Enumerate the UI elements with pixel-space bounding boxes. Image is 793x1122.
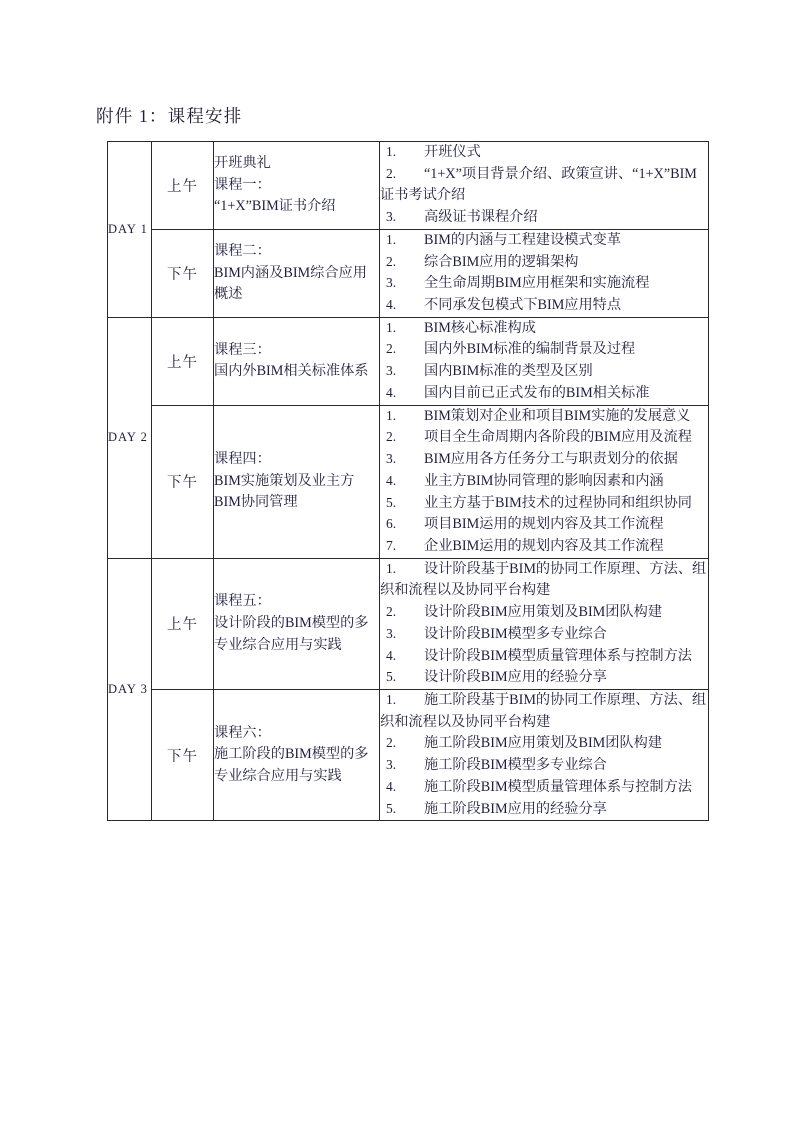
course-title-line: 课程三：	[214, 341, 271, 358]
list-item	[380, 624, 708, 646]
day-label: DAY 1	[108, 221, 148, 236]
list-item	[380, 339, 708, 361]
day-label-cell	[108, 142, 152, 318]
list-item-text: 设计阶段BIM应用策划及BIM团队构建	[424, 604, 663, 621]
list-item-text: 国内外BIM标准的编制背景及过程	[424, 341, 636, 358]
list-item	[380, 777, 708, 799]
course-title-line: 课程二：	[214, 242, 271, 259]
course-title-line: 课程一：	[214, 176, 271, 193]
day-label: DAY 2	[108, 430, 148, 445]
list-item	[380, 142, 708, 164]
course-title-line: 课程六：	[214, 724, 271, 741]
list-item-text: 施工阶段基于BIM的协同工作原理、方法、组织和流程以及协同平台构建	[380, 691, 707, 730]
course-contents-list	[380, 230, 708, 317]
table-row	[108, 558, 709, 689]
course-title-cell	[214, 558, 380, 689]
list-item	[380, 252, 708, 274]
list-item-text: BIM的内涵与工程建设模式变革	[424, 231, 622, 248]
list-item-text: 业主方BIM协同管理的影响因素和内涵	[424, 472, 664, 489]
list-item	[380, 602, 708, 624]
list-item	[380, 207, 708, 229]
list-item-text: 项目全生命周期内各阶段的BIM应用及流程	[424, 429, 692, 446]
course-title-line: “1+X”BIM证书介绍	[214, 198, 336, 215]
list-item-text: 设计阶段基于BIM的协同工作原理、方法、组织和流程以及协同平台构建	[380, 560, 707, 599]
day-label-cell	[108, 317, 152, 558]
half-day-cell	[152, 229, 214, 317]
half-day-label: 上午	[167, 354, 198, 371]
course-title-line: BIM内涵及BIM综合应用概述	[214, 264, 367, 303]
half-day-cell	[152, 689, 214, 820]
list-item	[380, 733, 708, 755]
list-item	[380, 230, 708, 252]
course-title-line: 施工阶段的BIM模型的多专业综合应用与实践	[214, 746, 369, 784]
course-contents-cell	[380, 229, 709, 317]
half-day-cell	[152, 558, 214, 689]
list-item-text: 施工阶段BIM模型多专业综合	[424, 757, 607, 774]
table-row	[108, 229, 709, 317]
list-item	[380, 273, 708, 295]
list-item	[380, 690, 708, 733]
half-day-cell	[152, 142, 214, 230]
day-label-cell	[108, 558, 152, 821]
list-item-text: 国内目前已正式发布的BIM相关标准	[424, 384, 650, 401]
course-schedule-table	[107, 141, 709, 821]
list-item-text: 设计阶段BIM应用的经验分享	[424, 669, 607, 686]
list-item	[380, 427, 708, 449]
table-row	[108, 142, 709, 230]
course-title-line: BIM实施策划及业主方BIM协同管理	[214, 472, 355, 511]
list-item	[380, 799, 708, 821]
half-day-cell	[152, 317, 214, 405]
list-item	[380, 559, 708, 602]
list-item-text: 综合BIM应用的逻辑架构	[424, 253, 579, 270]
list-item-text: 开班仪式	[424, 144, 481, 160]
day-label: DAY 3	[108, 681, 148, 696]
course-contents-list	[380, 690, 708, 820]
course-title-cell	[214, 229, 380, 317]
page-title: 附件 1：课程安排	[96, 106, 243, 126]
half-day-label: 上午	[167, 178, 198, 195]
list-item-text: 不同承发包模式下BIM应用特点	[424, 297, 622, 314]
course-title-line: 课程五：	[214, 593, 271, 610]
list-item	[380, 646, 708, 668]
course-contents-cell	[380, 405, 709, 558]
half-day-label: 下午	[167, 748, 198, 765]
list-item-text: 高级证书课程介绍	[424, 209, 538, 226]
list-item	[380, 383, 708, 405]
list-item	[380, 536, 708, 558]
list-item-text: 国内BIM标准的类型及区别	[424, 363, 593, 380]
list-item-text: 设计阶段BIM模型质量管理体系与控制方法	[424, 647, 692, 664]
list-item	[380, 471, 708, 493]
course-title-line: 设计阶段的BIM模型的多专业综合应用与实践	[214, 615, 369, 653]
list-item-text: 项目BIM运用的规划内容及其工作流程	[424, 516, 664, 533]
list-item	[380, 361, 708, 383]
half-day-cell	[152, 405, 214, 558]
course-title-cell	[214, 317, 380, 405]
course-contents-list	[380, 406, 708, 558]
list-item	[380, 449, 708, 471]
half-day-label: 下午	[167, 266, 198, 283]
list-item	[380, 406, 708, 428]
list-item-text: 全生命周期BIM应用框架和实施流程	[424, 275, 650, 292]
course-title-line: 开班典礼	[214, 155, 271, 172]
half-day-label: 下午	[167, 475, 198, 492]
course-title-line: 课程四：	[214, 451, 271, 468]
list-item-text: 施工阶段BIM模型质量管理体系与控制方法	[424, 778, 692, 795]
list-item-text: 企业BIM运用的规划内容及其工作流程	[424, 537, 664, 554]
course-contents-list	[380, 559, 708, 689]
list-item-text: BIM应用各方任务分工与职责划分的依据	[424, 451, 678, 468]
list-item	[380, 514, 708, 536]
course-contents-cell	[380, 317, 709, 405]
list-item	[380, 318, 708, 340]
list-item-text: 业主方基于BIM技术的过程协同和组织协同	[424, 494, 692, 511]
table-row	[108, 317, 709, 405]
course-title-cell	[214, 689, 380, 820]
list-item	[380, 755, 708, 777]
course-title-cell	[214, 142, 380, 230]
course-contents-list	[380, 318, 708, 405]
course-title-line: 国内外BIM相关标准体系	[214, 363, 369, 380]
table-row	[108, 689, 709, 820]
course-contents-cell	[380, 142, 709, 230]
course-contents-list	[380, 142, 708, 229]
table-row	[108, 405, 709, 558]
list-item-text: 施工阶段BIM应用的经验分享	[424, 800, 607, 817]
list-item	[380, 667, 708, 689]
list-item-text: 施工阶段BIM应用策划及BIM团队构建	[424, 735, 663, 752]
half-day-label: 上午	[167, 617, 198, 634]
list-item-text: “1+X”项目背景介绍、政策宣讲、“1+X”BIM证书考试介绍	[380, 165, 697, 204]
list-item-text: 设计阶段BIM模型多专业综合	[424, 625, 607, 642]
course-contents-cell	[380, 689, 709, 820]
list-item	[380, 493, 708, 515]
schedule-body	[108, 142, 709, 821]
list-item	[380, 295, 708, 317]
course-contents-cell	[380, 558, 709, 689]
list-item-text: BIM核心标准构成	[424, 319, 536, 336]
list-item	[380, 164, 708, 207]
list-item-text: BIM策划对企业和项目BIM实施的发展意义	[424, 407, 691, 424]
course-title-cell	[214, 405, 380, 558]
